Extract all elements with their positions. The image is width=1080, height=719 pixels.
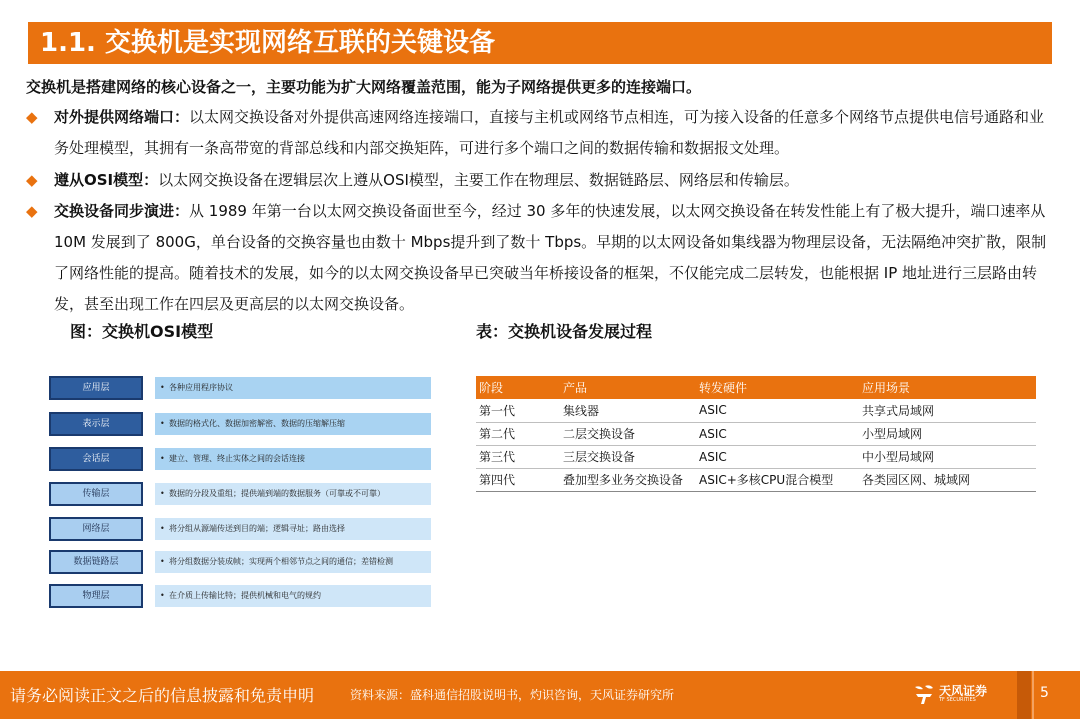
bullet-lead: 对外提供网络端口：: [54, 108, 190, 126]
diamond-bullet-icon: ◆: [26, 108, 38, 126]
table-cell: 三层交换设备: [560, 445, 696, 468]
osi-layer-application: [49, 376, 431, 400]
diamond-bullet-icon: ◆: [26, 171, 38, 189]
title-bar: [28, 22, 1052, 64]
page-accent-line: [1032, 671, 1034, 719]
bullet-text: 从 1989 年第一台以太网交换设备面世至今，经过 30 多年的快速发展，以太网交换设备在转发性能上有了极大提升，端口速率从 10M 发展到了 800G，单台设备的交换容量也由数十 Mbps提升到了数十 Tbps。早期的以太网设备如集线器为物理层设备，无法隔绝冲突扩散，限制了网络性能的提高。随着技术的发展，如今的以太网交换设备早已突破当年桥接设备的框架，不仅能完成二层转发，也能根据 IP 地址进行三层路由转发，甚至出现工作在四层及更高层的以太网交换设备。: [54, 202, 1047, 313]
bullet-text: 以太网交换设备对外提供高速网络连接端口，直接与主机或网络节点相连，可为接入设备的任意多个网络节点提供电信号通路和业务处理模型，其拥有一条高带宽的背部总线和内部交换矩阵，可进行多个端口之间的数据传输和数据报文处理。: [54, 108, 1045, 157]
logo-name: 天风证券: [939, 684, 988, 698]
osi-layer-presentation: [49, 412, 431, 436]
osi-layer-data-link: [49, 550, 431, 574]
page-title: 1.1. 交换机是实现网络互联的关键设备: [40, 28, 495, 58]
bullet-text: 以太网交换设备在逻辑层次上遵从OSI模型，主要工作在物理层、数据链路层、网络层和传输层。: [158, 171, 799, 189]
disclaimer-text: 请务必阅读正文之后的信息披露和免责申明: [10, 686, 315, 705]
layer-desc: • 数据的格式化、数据加密解密、数据的压缩解压缩: [155, 413, 431, 435]
bullet-lead: 交换设备同步演进：: [54, 202, 190, 220]
table-row: [476, 399, 1036, 422]
table-header-row: [476, 376, 1036, 399]
table-header: 产品: [560, 376, 696, 399]
table-cell: 叠加型多业务交换设备: [560, 468, 696, 491]
layer-desc: • 各种应用程序协议: [155, 377, 431, 399]
osi-layer-physical: [49, 584, 431, 608]
layer-desc: • 在介质上传输比特；提供机械和电气的规约: [155, 585, 431, 607]
layer-desc: • 建立、管理、终止实体之间的会话连接: [155, 448, 431, 470]
table-cell: ASIC+多核CPU混合模型: [696, 468, 859, 491]
table-row: [476, 468, 1036, 491]
table-cell: 各类园区网、城域网: [859, 468, 1036, 491]
layer-name: 会话层: [49, 447, 143, 471]
bullet-item: [26, 196, 1056, 320]
layer-name: 表示层: [49, 412, 143, 436]
page-accent-block: [1017, 671, 1031, 719]
layer-name: 数据链路层: [49, 550, 143, 574]
table-caption: 表：交换机设备发展过程: [476, 322, 653, 341]
diamond-bullet-icon: ◆: [26, 202, 38, 220]
intro-text: 交换机是搭建网络的核心设备之一，主要功能为扩大网络覆盖范围，能为子网络提供更多的连接端口。: [26, 78, 702, 96]
table-cell: 第二代: [476, 422, 560, 445]
table-cell: 集线器: [560, 399, 696, 422]
table-cell: 中小型局域网: [859, 445, 1036, 468]
table-cell: ASIC: [696, 399, 859, 422]
osi-layer-transport: [49, 482, 431, 506]
page-number: 5: [1040, 685, 1049, 701]
table-cell: ASIC: [696, 445, 859, 468]
table-cell: 二层交换设备: [560, 422, 696, 445]
layer-desc: • 数据的分段及重组；提供端到端的数据服务（可靠或不可靠）: [155, 483, 431, 505]
bullet-item: [26, 102, 1056, 164]
layer-desc: • 将分组从源端传送到目的端；逻辑寻址；路由选择: [155, 518, 431, 540]
figure-caption: 图：交换机OSI模型: [70, 322, 214, 341]
table-cell: 第四代: [476, 468, 560, 491]
layer-name: 网络层: [49, 517, 143, 541]
table-cell: 共享式局域网: [859, 399, 1036, 422]
layer-name: 应用层: [49, 376, 143, 400]
layer-desc: • 将分组数据分装成帧；实现两个相邻节点之间的通信；差错检测: [155, 551, 431, 573]
footer-bar: [0, 671, 1080, 719]
table-cell: 第三代: [476, 445, 560, 468]
switch-development-table: [476, 376, 1036, 492]
osi-layer-network: [49, 517, 431, 541]
bullet-item: [26, 165, 1056, 196]
layer-name: 传输层: [49, 482, 143, 506]
tf-logo-icon: [912, 682, 936, 706]
logo-subtitle: TF SECURITIES: [939, 697, 976, 703]
table-cell: ASIC: [696, 422, 859, 445]
table-header: 应用场景: [859, 376, 1036, 399]
table-cell: 小型局域网: [859, 422, 1036, 445]
table-header: 转发硬件: [696, 376, 859, 399]
table-header: 阶段: [476, 376, 560, 399]
layer-name: 物理层: [49, 584, 143, 608]
table-cell: 第一代: [476, 399, 560, 422]
osi-layer-session: [49, 447, 431, 471]
bullet-lead: 遵从OSI模型：: [54, 171, 159, 189]
table-row: [476, 445, 1036, 468]
source-text: 资料来源：盛科通信招股说明书，灼识咨询，天风证券研究所: [350, 688, 675, 702]
company-logo: [912, 680, 1012, 710]
table-row: [476, 422, 1036, 445]
